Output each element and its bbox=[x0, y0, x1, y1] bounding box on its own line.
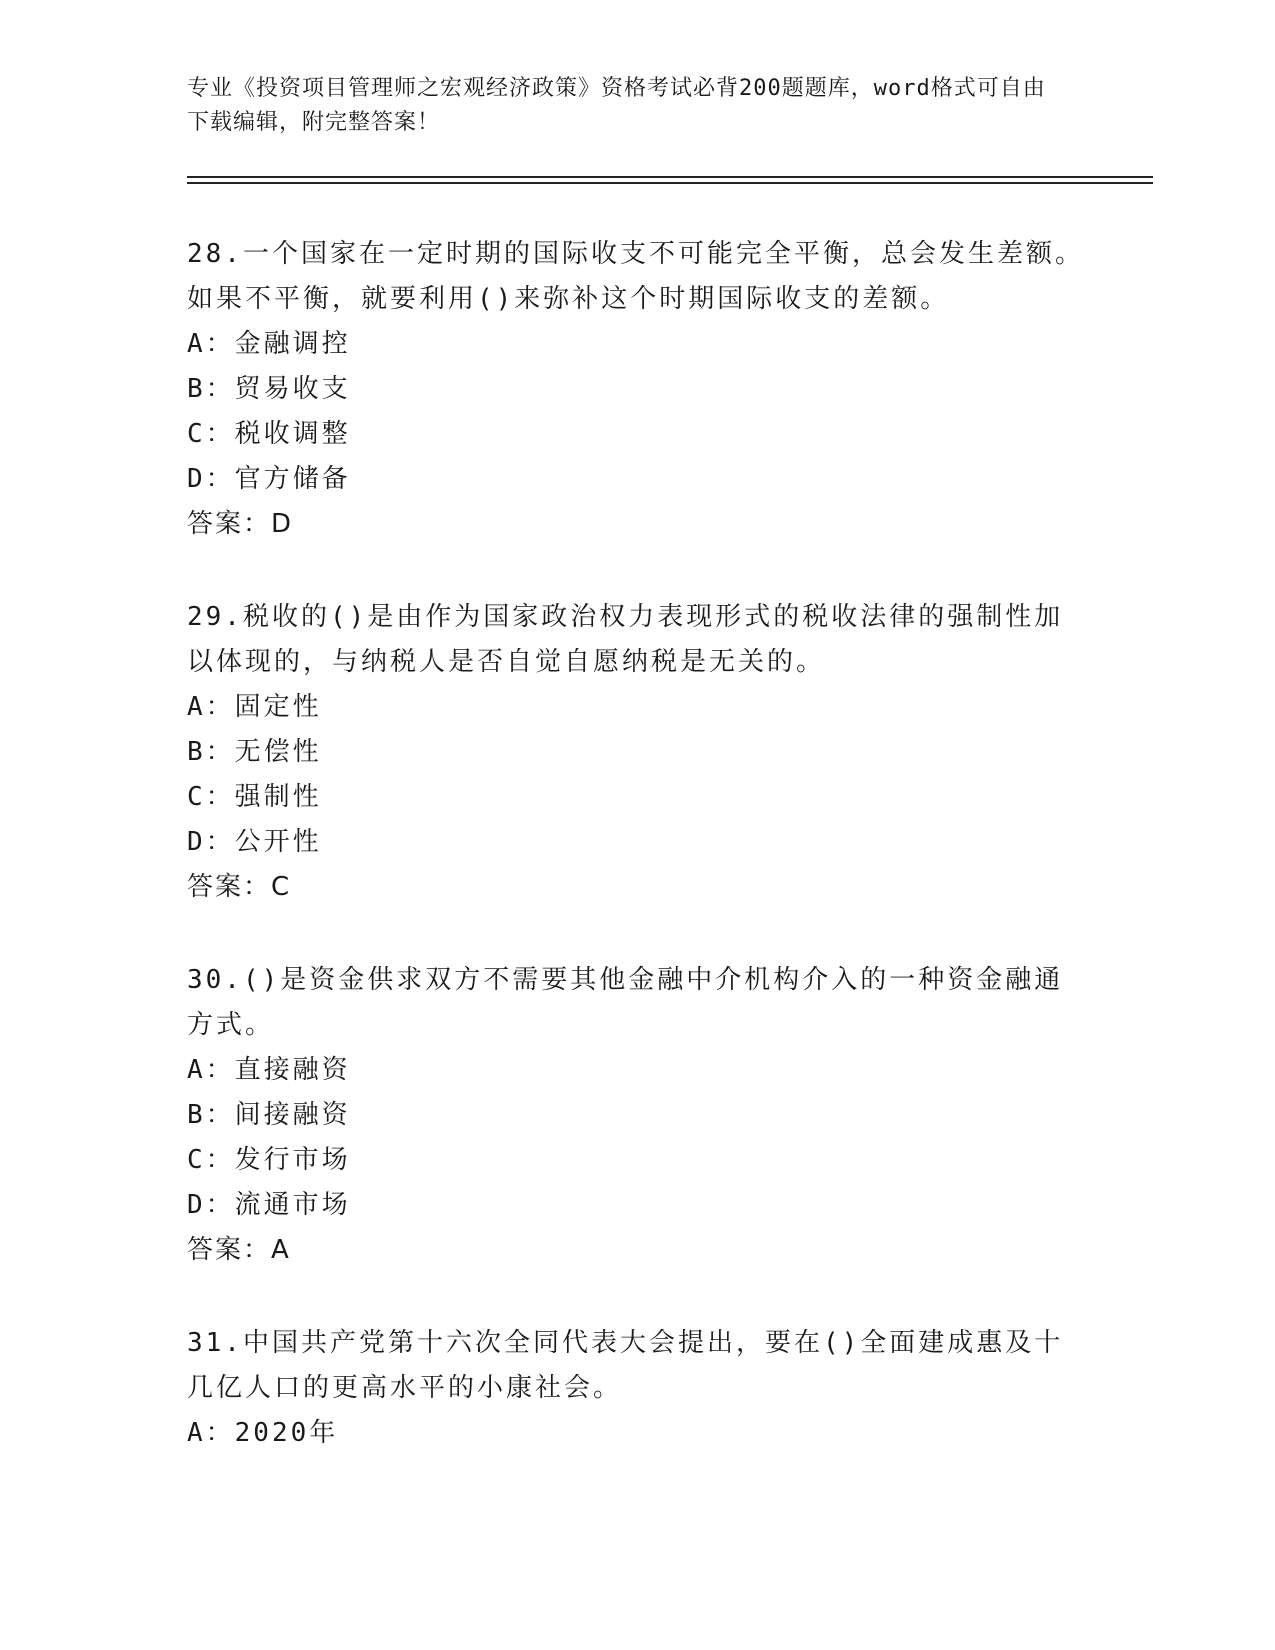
answer: 答案：A bbox=[187, 1235, 291, 1265]
option-a: A：金融调控 bbox=[187, 329, 351, 359]
option-b: B：贸易收支 bbox=[187, 374, 351, 404]
header-rule-bottom bbox=[187, 182, 1153, 184]
option-d: D：流通市场 bbox=[187, 1190, 351, 1220]
option-d: D：公开性 bbox=[187, 827, 322, 857]
option-c: C：税收调整 bbox=[187, 419, 351, 449]
question-30 bbox=[187, 958, 1087, 1273]
option-a: A：2020年 bbox=[187, 1418, 339, 1448]
answer: 答案：C bbox=[187, 872, 292, 902]
header-rule-top bbox=[187, 176, 1153, 178]
option-d: D：官方储备 bbox=[187, 464, 351, 494]
question-28 bbox=[187, 232, 1087, 547]
option-b: B：间接融资 bbox=[187, 1100, 351, 1130]
question-stem: 30.()是资金供求双方不需要其他金融中介机构介入的一种资金融通方式。 bbox=[187, 965, 1064, 1040]
question-stem: 29.税收的()是由作为国家政治权力表现形式的税收法律的强制性加以体现的，与纳税人是否自觉自愿纳税是无关的。 bbox=[187, 602, 1064, 677]
option-b: B：无偿性 bbox=[187, 737, 322, 767]
option-a: A：固定性 bbox=[187, 692, 322, 722]
question-31 bbox=[187, 1321, 1087, 1456]
document-header: 专业《投资项目管理师之宏观经济政策》资格考试必背200题题库，word格式可自由下载编辑，附完整答案！ bbox=[187, 76, 1046, 135]
question-stem: 31.中国共产党第十六次全同代表大会提出，要在()全面建成惠及十几亿人口的更高水平的小康社会。 bbox=[187, 1328, 1064, 1403]
question-stem: 28.一个国家在一定时期的国际收支不可能完全平衡，总会发生差额。如果不平衡，就要利用()来弥补这个时期国际收支的差额。 bbox=[187, 239, 1084, 314]
answer: 答案：D bbox=[187, 509, 294, 539]
option-a: A：直接融资 bbox=[187, 1055, 351, 1085]
question-29 bbox=[187, 595, 1087, 910]
option-c: C：发行市场 bbox=[187, 1145, 351, 1175]
option-c: C：强制性 bbox=[187, 782, 322, 812]
